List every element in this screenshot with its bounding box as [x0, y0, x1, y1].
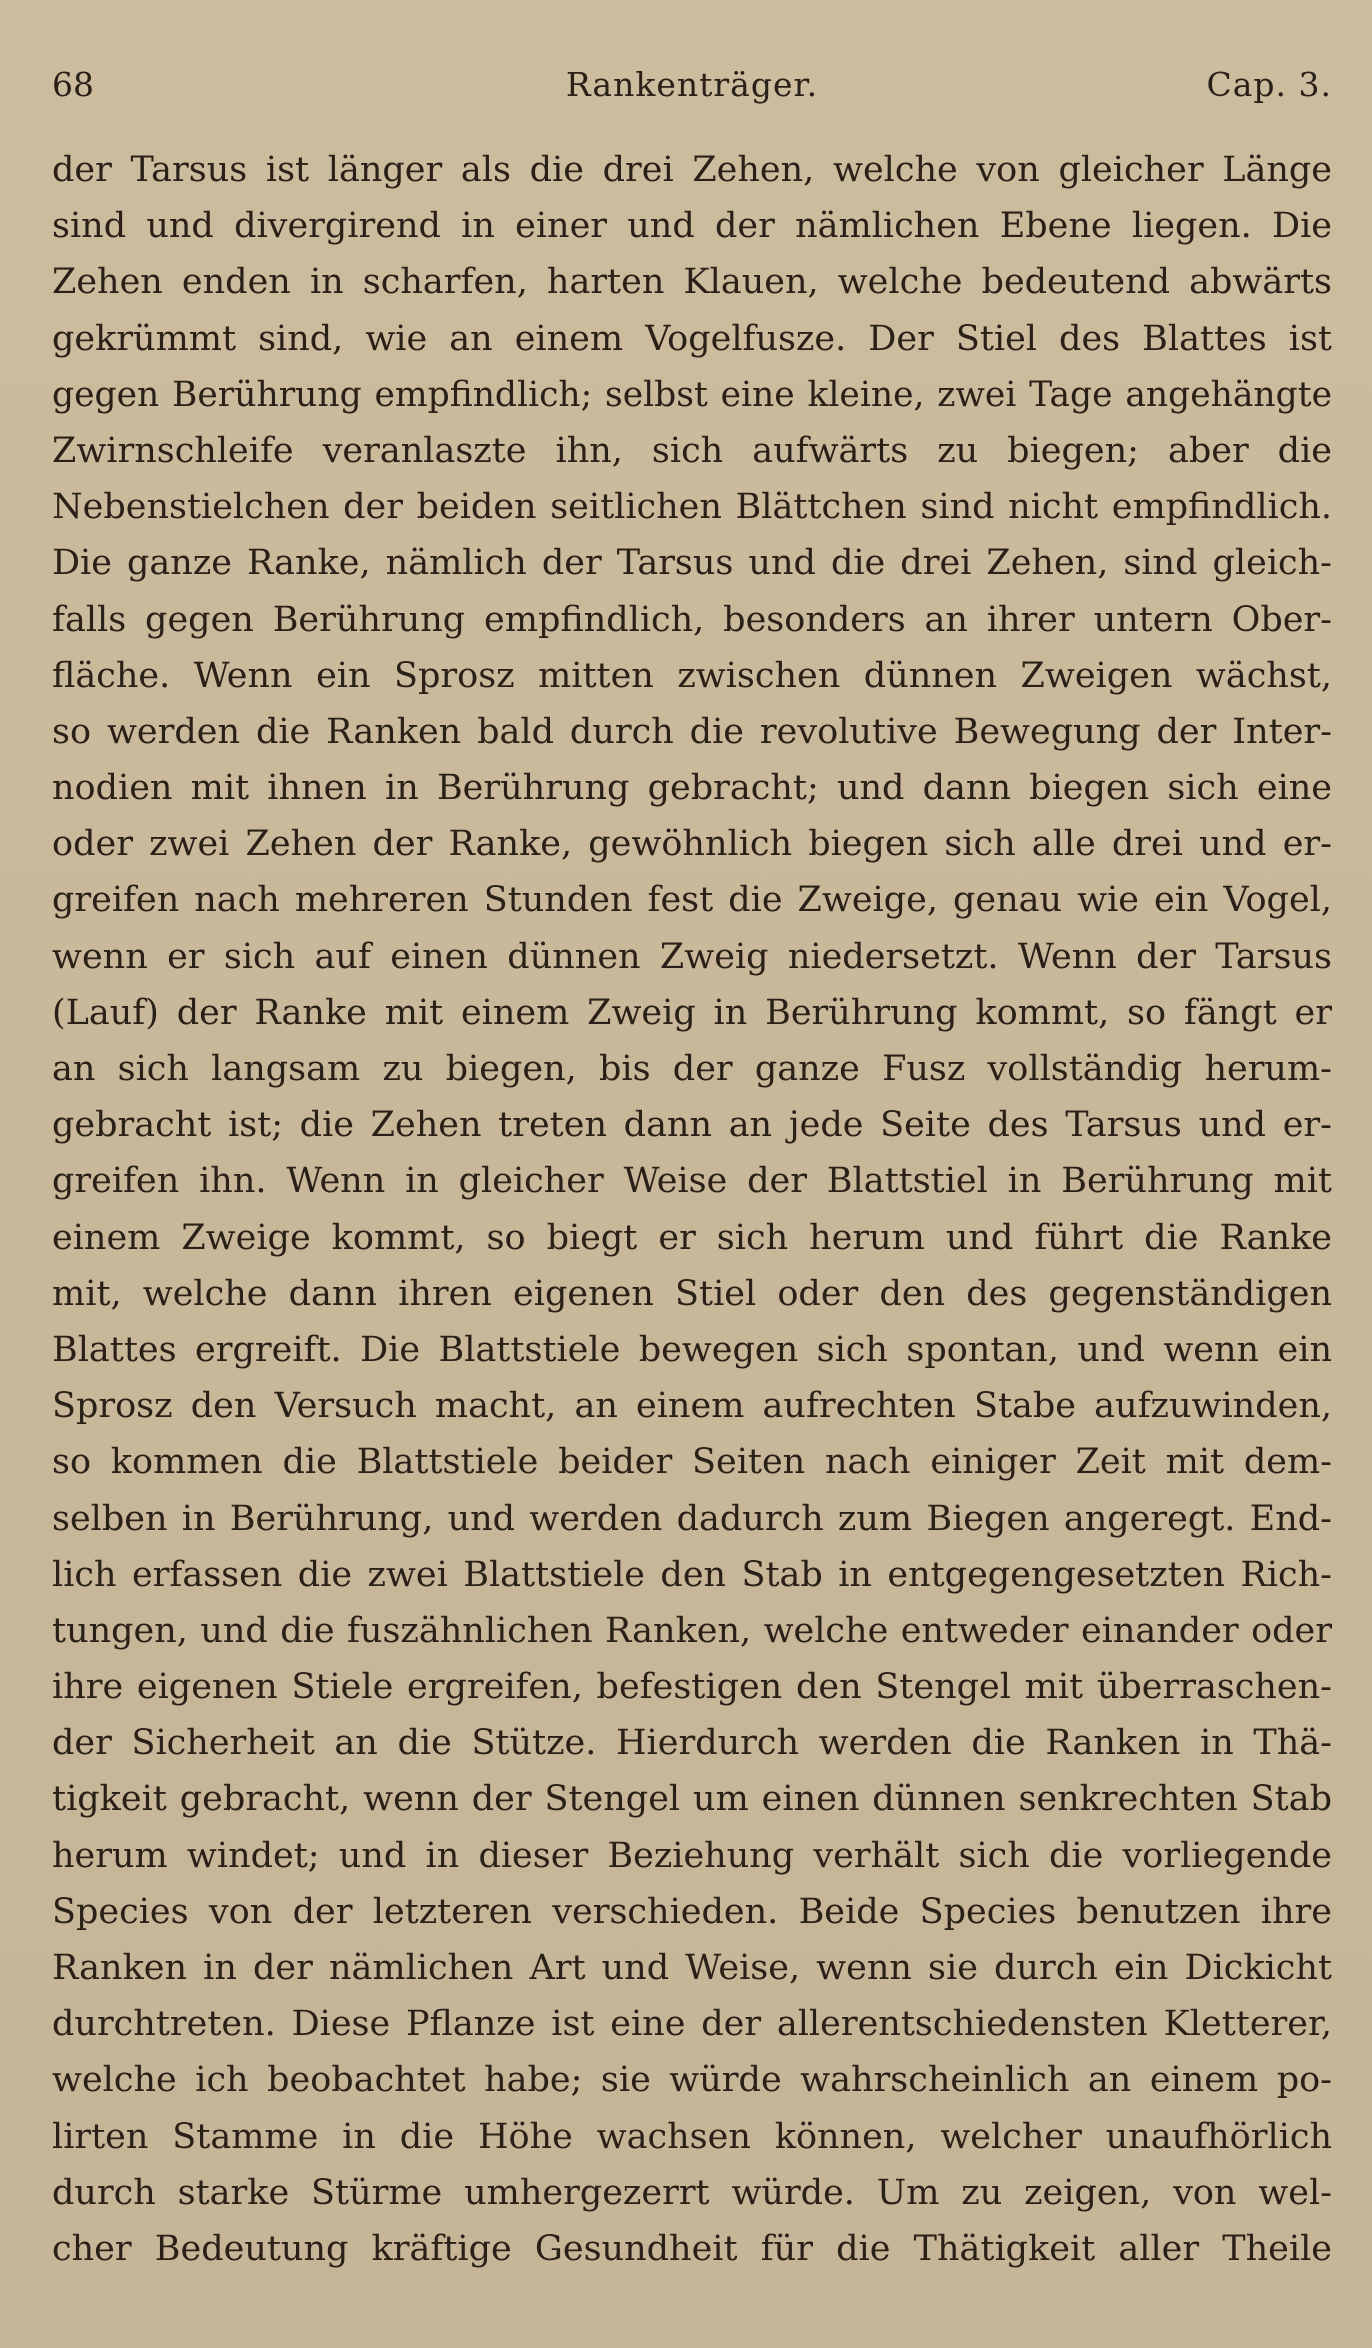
- running-title: Rankenträger.: [565, 65, 819, 104]
- text-line: Zehen enden in scharfen, harten Klauen, welche bedeutend abwärts: [52, 262, 1332, 303]
- text-line: gegen Berührung empfindlich; selbst eine kleine, zwei Tage angehängte: [52, 374, 1332, 415]
- text-line: sind und divergirend in einer und der nämlichen Ebene liegen. Die: [52, 206, 1332, 247]
- text-line: fläche. Wenn ein Sprosz mitten zwischen dünnen Zweigen wächst,: [52, 655, 1332, 696]
- text-line: lirten Stamme in die Höhe wachsen können, welcher unaufhörlich: [52, 2116, 1332, 2157]
- text-line: Zwirnschleife veranlaszte ihn, sich aufwärts zu biegen; aber die: [52, 430, 1332, 471]
- text-line: falls gegen Berührung empfindlich, besonders an ihrer untern Ober-: [52, 599, 1332, 640]
- text-line: herum windet; und in dieser Beziehung verhält sich die vorliegende: [52, 1835, 1332, 1876]
- text-line: so werden die Ranken bald durch die revolutive Bewegung der Inter-: [52, 711, 1332, 752]
- text-line: selben in Berührung, und werden dadurch zum Biegen angeregt. End-: [52, 1498, 1332, 1539]
- text-line: greifen ihn. Wenn in gleicher Weise der Blattstiel in Berührung mit: [52, 1161, 1332, 1202]
- body-text: [52, 142, 1332, 2277]
- text-line: mit, welche dann ihren eigenen Stiel oder den des gegenständigen: [52, 1273, 1332, 1314]
- text-line: der Sicherheit an die Stütze. Hierdurch werden die Ranken in Thä-: [52, 1723, 1332, 1764]
- chapter-label: Cap. 3.: [1206, 65, 1332, 104]
- text-line: an sich langsam zu biegen, bis der ganze Fusz vollständig herum-: [52, 1049, 1332, 1089]
- page-header: [52, 60, 1332, 110]
- text-line: gekrümmt sind, wie an einem Vogelfusze. Der Stiel des Blattes ist: [52, 318, 1332, 359]
- text-line: der Tarsus ist länger als die drei Zehen, welche von gleicher Länge: [52, 150, 1332, 190]
- text-line: gebracht ist; die Zehen treten dann an jede Seite des Tarsus und er-: [52, 1105, 1332, 1146]
- text-line: Blattes ergreift. Die Blattstiele bewegen sich spontan, und wenn ein: [52, 1329, 1332, 1370]
- text-line: cher Bedeutung kräftige Gesundheit für die Thätigkeit aller Theile: [52, 2228, 1332, 2269]
- text-line: durchtreten. Diese Pflanze ist eine der allerentschiedensten Kletterer,: [52, 2004, 1332, 2045]
- text-line: welche ich beobachtet habe; sie würde wahrscheinlich an einem po-: [52, 2060, 1332, 2101]
- text-line: greifen nach mehreren Stunden fest die Zweige, genau wie ein Vogel,: [52, 880, 1332, 921]
- text-line: Ranken in der nämlichen Art und Weise, wenn sie durch ein Dickicht: [52, 1948, 1332, 1988]
- text-line: einem Zweige kommt, so biegt er sich herum und führt die Ranke: [52, 1217, 1332, 1258]
- text-line: wenn er sich auf einen dünnen Zweig niedersetzt. Wenn der Tarsus: [52, 936, 1332, 977]
- page-number: 68: [52, 65, 94, 104]
- text-line: oder zwei Zehen der Ranke, gewöhnlich biegen sich alle drei und er-: [52, 824, 1332, 865]
- text-line: Die ganze Ranke, nämlich der Tarsus und die drei Zehen, sind gleich-: [52, 543, 1332, 584]
- text-line: ihre eigenen Stiele ergreifen, befestigen den Stengel mit überraschen-: [52, 1667, 1332, 1708]
- text-line: lich erfassen die zwei Blattstiele den Stab in entgegengesetzten Rich-: [52, 1554, 1332, 1595]
- text-line: Sprosz den Versuch macht, an einem aufrechten Stabe aufzuwinden,: [52, 1386, 1332, 1427]
- text-line: durch starke Stürme umhergezerrt würde. Um zu zeigen, von wel-: [52, 2172, 1332, 2213]
- text-line: nodien mit ihnen in Berührung gebracht; und dann biegen sich eine: [52, 768, 1332, 809]
- text-line: tungen, und die fuszähnlichen Ranken, welche entweder einander oder: [52, 1610, 1332, 1651]
- text-line: (Lauf) der Ranke mit einem Zweig in Berührung kommt, so fängt er: [52, 992, 1332, 1033]
- text-line: Nebenstielchen der beiden seitlichen Blättchen sind nicht empfindlich.: [52, 487, 1332, 528]
- text-line: Species von der letzteren verschieden. Beide Species benutzen ihre: [52, 1891, 1332, 1932]
- text-line: so kommen die Blattstiele beider Seiten nach einiger Zeit mit dem-: [52, 1442, 1332, 1483]
- text-line: tigkeit gebracht, wenn der Stengel um einen dünnen senkrechten Stab: [52, 1779, 1332, 1820]
